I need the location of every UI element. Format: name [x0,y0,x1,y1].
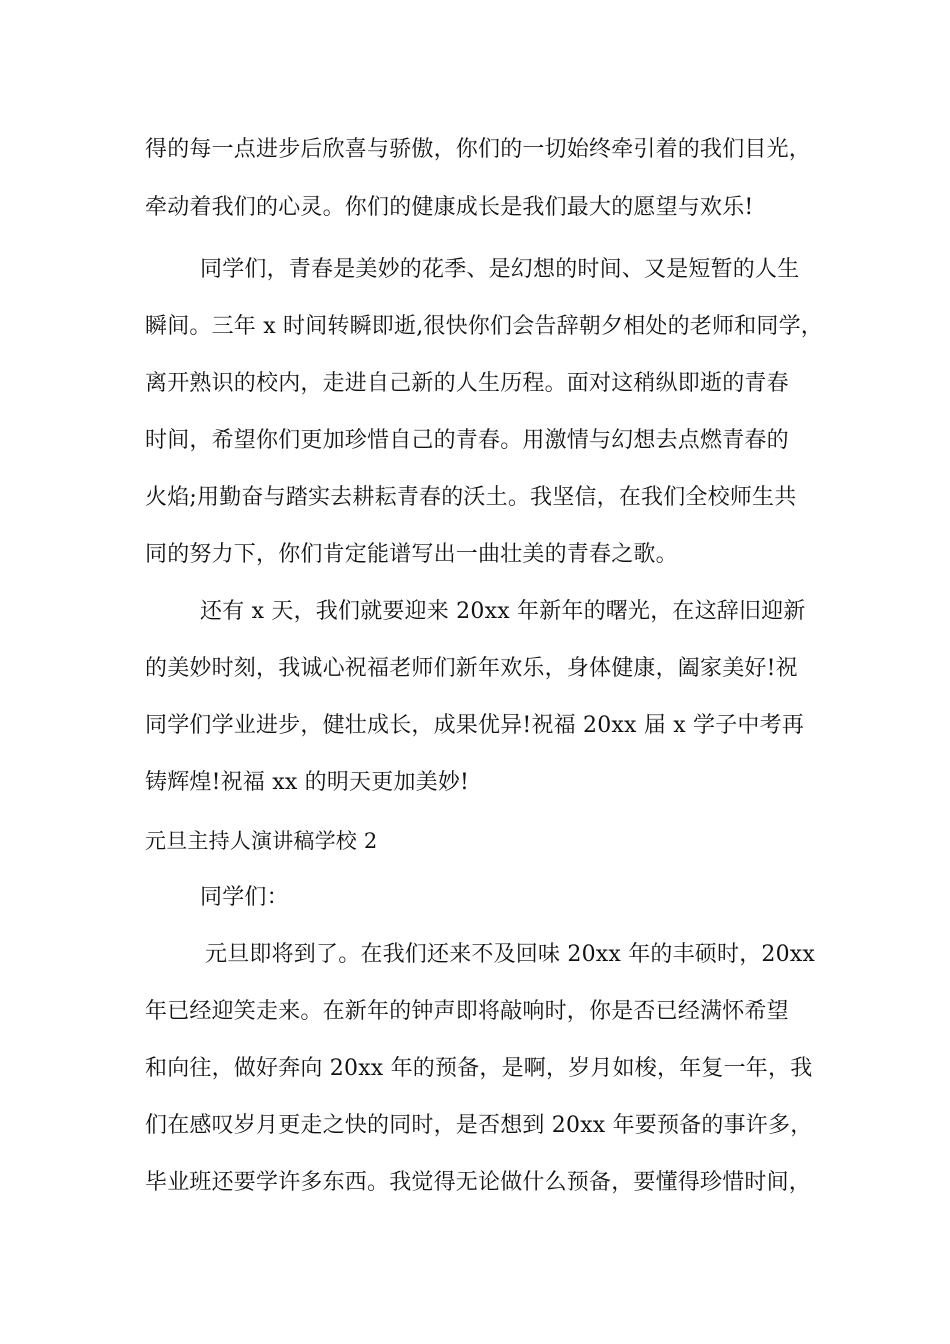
paragraph-3-line-2: 的美妙时刻，我诚心祝福老师们新年欢乐，身体健康，阖家美好!祝 [145,656,798,681]
paragraph-3-line-1: 还有 x 天，我们就要迎来 20xx 年新年的曙光，在这辞旧迎新 [200,599,806,624]
paragraph-2-line-4: 时间，希望你们更加珍惜自己的青春。用激情与幻想去点燃青春的 [145,428,789,453]
paragraph-2-line-1: 同学们，青春是美妙的花季、是幻想的时间、又是短暂的人生 [200,257,800,282]
paragraph-4-line-2: 年已经迎笑走来。在新年的钟声即将敲响时，你是否已经满怀希望 [145,999,789,1024]
paragraph-1-line-2: 牵动着我们的心灵。你们的健康成长是我们最大的愿望与欢乐! [145,195,754,220]
paragraph-2-line-6: 同的努力下，你们肯定能谱写出一曲壮美的青春之歌。 [145,542,678,567]
paragraph-4-line-4: 们在感叹岁月更走之快的同时，是否想到 20xx 年要预备的事许多， [145,1113,813,1138]
paragraph-3-line-3: 同学们学业进步，健壮成长，成果优异!祝福 20xx 届 x 学子中考再 [145,713,805,738]
paragraph-2-line-3: 离开熟识的校内，走进自己新的人生历程。面对这稍纵即逝的青春 [145,371,789,396]
paragraph-2-line-5: 火焰;用勤奋与踏实去耕耘青春的沃土。我坚信，在我们全校师生共 [145,485,797,510]
paragraph-4-line-3: 和向往，做好奔向 20xx 年的预备，是啊，岁月如梭，年复一年，我 [145,1056,813,1081]
paragraph-4-line-5: 毕业班还要学许多东西。我觉得无论做什么预备，要懂得珍惜时间， [145,1170,812,1195]
paragraph-1-line-1: 得的每一点进步后欣喜与骄傲，你们的一切始终牵引着的我们目光， [145,137,812,162]
paragraph-4-line-1: 元旦即将到了。在我们还来不及回味 20xx 年的丰硕时，20xx [205,942,816,967]
section-title: 元旦主持人演讲稿学校 2 [145,829,378,853]
paragraph-3-line-4: 铸辉煌!祝福 xx 的明天更加美妙! [145,770,470,795]
paragraph-2-line-2: 瞬间。三年 x 时间转瞬即逝,很快你们会告辞朝夕相处的老师和同学， [145,314,823,339]
salutation: 同学们： [200,885,289,910]
